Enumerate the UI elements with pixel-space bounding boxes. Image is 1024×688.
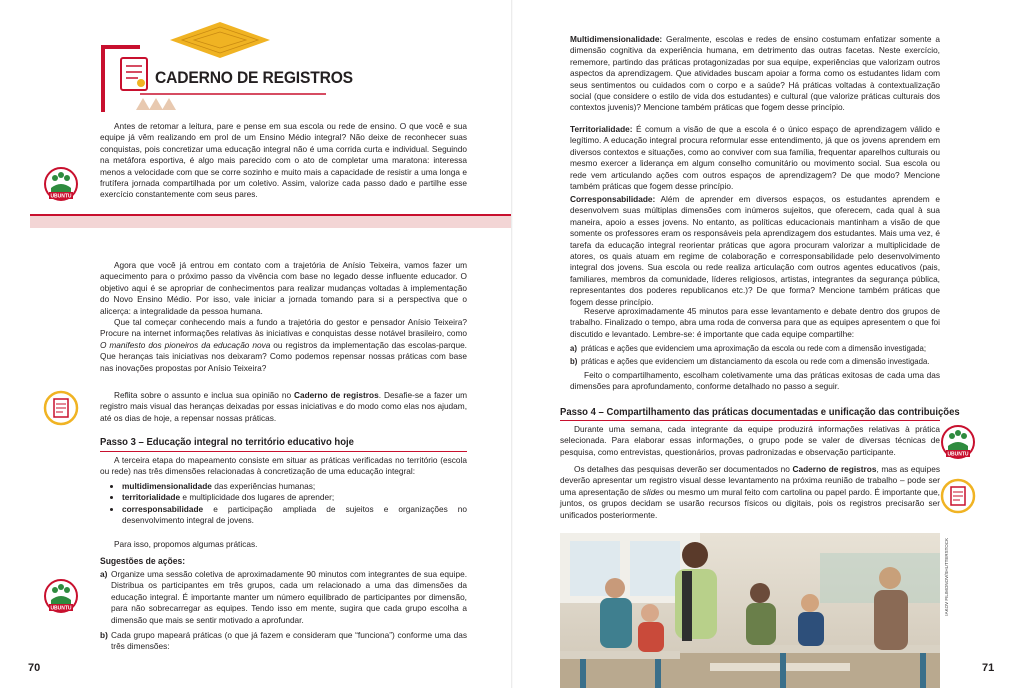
reserve-paragraph: Reserve aproximadamente 45 minutos para esse levantamento e debate dentro dos grupos de trabalho. Finalizado o tempo, abra uma roda de conversa para que as equipes apresentem o que foi discutido e levantado. Lembre-se: é importante que cada equipe compartilhe: [570, 306, 940, 339]
ubuntu-label: UBUNTU [50, 605, 72, 612]
step3-intro: A terceira etapa do mapeamento consiste em situar as práticas verificadas no território (escola ou rede) nas três dimensões relacionadas à concretização de uma educação integral: [100, 455, 467, 477]
multidimensionalidade-paragraph: Multidimensionalidade: Geralmente, escolas e redes de ensino costumam enfatizar somente a dimensão cognitiva da experiência humana, em detrimento das outras facetas. Neste exercício, rememore, partindo das práticas protagonizadas por sua equipe, experiências que valorizam outros aspectos da aprendizagem. Que atividades buscam apoiar a forma como os estudantes lidam com seus sentimentos ou cuidados com o corpo e a saúde? Há práticas voltadas à contextualização social (que considere o estilo de vida dos estudantes) e cultural (que valorize práticas culturais dos contextos juvenis)? Mencione também práticas que fogem desse princípio. [570, 34, 940, 113]
share-b: b) práticas e ações que evidenciem um distanciamento da escola ou rede com a dimensão investigada. [570, 357, 930, 366]
after-share-paragraph: Feito o compartilhamento, escolham coletivamente uma das práticas exitosas de cada uma das dimensões para aprofundamento, conforme detalhado no passo a seguir. [570, 370, 940, 392]
step4-paragraph-2: Os detalhes das pesquisas deverão ser documentados no Caderno de registros, mas as equipes deverão apresentar um registro visual desse levantamento na próxima reunião de trabalho – pode ser uma apresentação de slides ou mesmo um mural feito com cartolina ou papel pardo. É importante que, juntos, os grupos decidam se usarão recursos físicos ou digitais, pois os registros precisarão ser unificados posteriormente. [560, 464, 940, 520]
classroom-photo [560, 533, 940, 688]
corresponsabilidade-paragraph: Corresponsabilidade: Além de aprender em diversos espaços, os estudantes aprendem e desenvolvem suas múltiplas dimensões com inúmeros sujeitos, que oferecem, cada qual à sua maneira, apoio a esses jovens. No entanto, as políticas educacionais mantinham a visão de que somente os professores eram os responsáveis pela aprendizagem dos estudantes. Mais uma vez, é tarefa da educação integral reorientar práticas que agora procuram valorizar a multiplicidade de atores, os quais atuam em regime de colaboração e corresponsabilidade pelo desenvolvimento integral dos jovens. Sua escola ou rede realiza articulação com outros agentes educativos (pais, familiares, membros da comunidade, líderes religiosos, artistas, integrantes da segurança pública, representantes dos poderes republicanos etc.)? De que forma? Mencione também práticas que fogem desse princípio. [570, 194, 940, 307]
paragraph-3: Reflita sobre o assunto e inclua sua opinião no Caderno de registros. Desafie-se a fazer um registro mais visual das heranças deixadas por essas iniciativas e do modo como elas nos ajudam, até os dias de hoje, a repensar nossas práticas. [100, 390, 467, 423]
dimension-list [100, 481, 467, 527]
caderno-badge-icon [940, 478, 976, 514]
caderno-badge-icon [43, 390, 79, 426]
ubuntu-badge-icon [43, 578, 79, 614]
step4-paragraph-1: Durante uma semana, cada integrante da equipe produzirá informações relativas à prática selecionada. Para elaborar essas informações, o grupo pode se valer de diversas técnicas de pesquisa, como entrevistas, questionários, provas padronizadas e observação participante. [560, 424, 940, 457]
step3-heading: Passo 3 – Educação integral no território educativo hoje [100, 437, 354, 448]
photo-credit: IAKOV FILIMONOV/SHUTTERSTOCK [944, 538, 949, 616]
notebook-icon [117, 56, 151, 92]
ubuntu-badge-icon [940, 424, 976, 460]
intro-paragraph: Antes de retomar a leitura, pare e pense em sua escola ou rede de ensino. O que você e sua equipe já vêm realizando em prol de um Ensino Médio integral? Não deixe de reconhecer suas conquistas, pois concretizar uma educação integral não é uma corrida curta e individual. Seguindo na metáfora esportiva, é algo mais parecido com o ato de completar uma maratona: interessa menos a velocidade com que se corre sozinho e muito mais a capacidade de resistir a uma longa e frutífera jornada compartilhada por um coletivo. Assim, valorize cada passo dado e partilhe esse exercício constantemente com seus pares. [100, 121, 467, 200]
page-number: 71 [982, 662, 995, 674]
ubuntu-label: UBUNTU [947, 451, 969, 458]
page-title: CADERNO DE REGISTROS [155, 68, 353, 87]
list-item: • corresponsabilidade e participação ampliada de sujeitos e organizações no desenvolvimento integral de jovens. [122, 504, 467, 527]
step4-rule [560, 420, 940, 421]
step3-outro: Para isso, propomos algumas práticas. [114, 539, 258, 549]
action-a: a) Organize uma sessão coletiva de aproximadamente 90 minutos com integrantes de sua equipe. Distribua os participantes em três grupos, cada um relacionado a uma das dimensões da educação integral. É importante manter um número equilibrado de participantes por dimensão, para não sobrecarregar as equipes. Tendo isso em mente, sugira que cada grupo escolha a dimensão que mais se sentir motivado a aprofundar. [100, 569, 467, 625]
list-item: • territorialidade e multiplicidade dos lugares de aprender; [122, 492, 467, 503]
territorialidade-paragraph: Territorialidade: É comum a visão de que a escola é o único espaço de aprendizagem válido e legítimo. A educação integral procura reformular esse entendimento, já que os jovens aprendem em diversos contextos e situações, como ao conviver com sua família, frequentar aparelhos culturais ou mesmo exercer a liderança em algum conselho comunitário ou movimento social. Sua escola ou rede vem articulando ações com outros espaços de aprendizagem? De que modo? Mencione também práticas que fogem desse princípio. [570, 124, 940, 192]
paragraph-2: Que tal começar conhecendo mais a fundo a trajetória do gestor e pensador Anísio Teixeira? Procure na internet informações relativas às iniciativas e conquistas desse notável brasileiro, como O manifesto dos pioneiros da educação nova ou registros da implementação das escolas-parque. Que heranças tais iniciativas nos deixaram? Como podemos repensar nossas práticas com base nas inovações propostas por Anísio Teixeira? [100, 317, 467, 373]
suggestions-heading: Sugestões de ações: [100, 556, 186, 566]
step4-heading: Passo 4 – Compartilhamento das práticas documentadas e unificação das contribuições [560, 407, 960, 418]
section-divider [30, 214, 512, 228]
ubuntu-badge-icon [43, 166, 79, 202]
action-b: b) Cada grupo mapeará práticas (o que já fazem e consideram que “funciona”) conforme uma das três dimensões: [100, 630, 467, 652]
paragraph-1: Agora que você já entrou em contato com a trajetória de Anísio Teixeira, vamos fazer um aquecimento para o próximo passo da vivência com base no legado desse influente educador. O objetivo aqui é se apropriar de conhecimentos para realizar mudanças voltadas à implementação do Novo Ensino Médio. Por isso, vale iniciar a jornada tomando para si a perspectiva que o alicerça: a integralidade da pessoa humana. [100, 260, 467, 316]
list-item: • multidimensionalidade das experiências humanas; [122, 481, 467, 492]
ubuntu-label: UBUNTU [50, 193, 72, 200]
page-number: 70 [28, 662, 41, 674]
share-a: a) práticas e ações que evidenciem uma aproximação da escola ou rede com a dimensão investigada; [570, 344, 926, 353]
step3-rule [100, 451, 467, 452]
